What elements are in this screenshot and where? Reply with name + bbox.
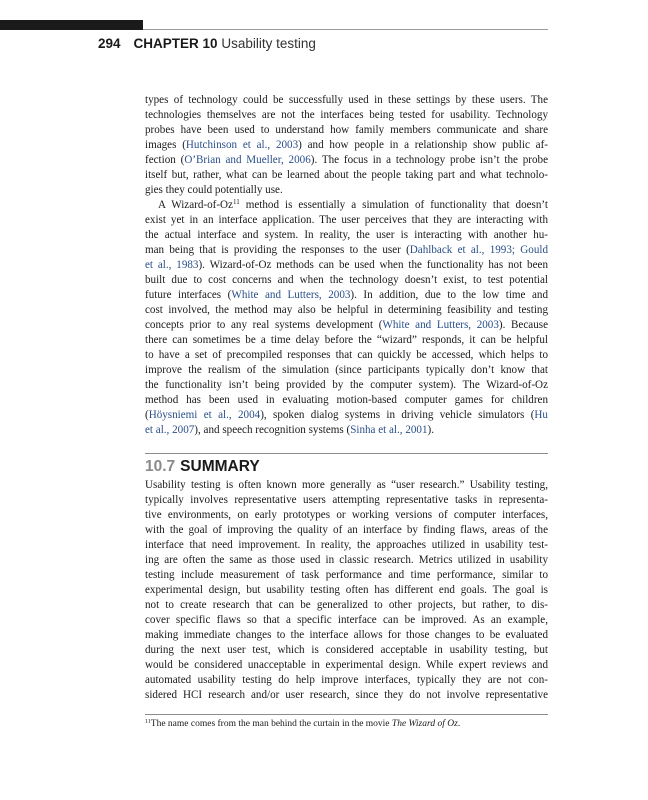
text-run: during the next user test, which is considered acceptable in usability testing, but (145, 644, 548, 656)
text-line (145, 598, 548, 613)
text-run: probes have been used to understand how family members communicate and share (145, 124, 548, 136)
footnote-end: . (457, 719, 461, 729)
header-rule (143, 29, 548, 30)
section-heading (145, 458, 260, 476)
citation-link[interactable]: Höysniemi et al., 2004 (148, 409, 261, 421)
text-run: ing are often the same as those used in classic research. Metrics utilized in usability (145, 554, 548, 566)
text-line (145, 568, 548, 583)
text-line (145, 153, 548, 168)
text-run: tive environments, on early prototypes or working versions of computer interfaces, (145, 509, 548, 521)
citation-link[interactable]: et al., 2007 (145, 424, 195, 436)
text-line (145, 363, 548, 378)
text-run: ), and speech recognition systems ( (194, 424, 351, 436)
text-run: experimental design, but usability testing often has different end goals. The goal is (145, 584, 548, 596)
text-line (145, 213, 548, 228)
running-head (98, 36, 316, 52)
text-line (145, 688, 548, 703)
text-line (145, 93, 548, 108)
text-line (145, 613, 548, 628)
footnote-rule (145, 714, 548, 715)
text-run: ) and how people in a relationship show public af- (298, 139, 548, 151)
text-line (145, 658, 548, 673)
text-run: A Wizard-of-Oz (158, 199, 233, 211)
text-line (145, 228, 548, 243)
text-line (145, 478, 548, 493)
chapter-title: Usability testing (221, 36, 316, 51)
text-run: gies they could potentially use. (145, 184, 283, 196)
text-run: method is essentially a simulation of functionality that doesn’t (239, 199, 548, 211)
text-line (145, 523, 548, 538)
citation-link[interactable]: Hutchinson et al., 2003 (185, 139, 299, 151)
text-line (145, 288, 548, 303)
text-line (145, 138, 548, 153)
text-run: ). The focus in a technology probe isn’t the probe (310, 154, 548, 166)
text-run: to have a set of precompiled responses that can quickly be accessed, which helps to (145, 349, 548, 361)
text-run: itself but, rather, what can be learned about the people taking part and what technolo- (145, 169, 548, 181)
chapter-label: CHAPTER 10 (133, 36, 218, 51)
text-line (145, 508, 548, 523)
text-line (145, 318, 548, 333)
text-line (145, 393, 548, 408)
header-bar (0, 20, 143, 30)
text-run: testing include measurement of task performance and time performance, similar to (145, 569, 548, 581)
text-run: Usability testing is often known more generally as “user research.” Usability testing, (145, 479, 548, 491)
text-line (145, 168, 548, 183)
text-run: ( (145, 409, 149, 421)
text-run: ). (427, 424, 434, 436)
text-line (145, 673, 548, 688)
text-line (145, 423, 548, 438)
citation-link[interactable]: et al., 1983 (145, 259, 199, 271)
text-run: man being that is providing the responses to the user ( (145, 244, 410, 256)
text-run: future interfaces ( (145, 289, 232, 301)
citation-link[interactable]: O’Brian and Mueller, 2006 (184, 154, 311, 166)
text-line (145, 493, 548, 508)
section-title: SUMMARY (180, 458, 260, 475)
text-run: images ( (145, 139, 186, 151)
text-line (145, 538, 548, 553)
text-run: making immediate changes to the interface allows for those changes to be evaluated (145, 629, 548, 641)
text-run: cover specific flaws so that a specific interface can be improved. As an example, (145, 614, 548, 626)
citation-link[interactable]: White and Lutters, 2003 (231, 289, 351, 301)
text-line (145, 243, 548, 258)
text-run: the actual interface and system. In reality, the user is interacting with another hu- (145, 229, 548, 241)
text-run: ). In addition, due to the low time and (350, 289, 548, 301)
citation-link[interactable]: Hu (534, 409, 548, 421)
text-run: ), spoken dialog systems in driving vehicle simulators ( (260, 409, 535, 421)
text-run: typically involves representative users attempting representative tasks in representa- (145, 494, 548, 506)
page-number: 294 (98, 36, 121, 51)
text-run: concepts prior to any real systems development ( (145, 319, 383, 331)
text-line (145, 378, 548, 393)
footnote-text: The name comes from the man behind the curtain in the movie (150, 719, 392, 729)
section-rule (145, 453, 548, 454)
text-run: the functionality isn’t being provided by the computer system). The Wizard-of-Oz (145, 379, 548, 391)
text-run: would be considered unacceptable in experimental design. While expert reviews and (145, 659, 548, 671)
text-run: with the goal of improving the quality of an interface by finding flaws, areas of the (145, 524, 548, 536)
text-run: ). Because (498, 319, 548, 331)
citation-link[interactable]: Dahlback et al., 1993; Gould (409, 244, 548, 256)
text-line (145, 583, 548, 598)
text-run: automated usability testing do help improve interfaces, typically they are not con- (145, 674, 548, 686)
text-line (145, 348, 548, 363)
text-line (145, 553, 548, 568)
text-run: improve the realism of the simulation (since participants typically don’t know that (145, 364, 548, 376)
text-run: there can sometimes be a time delay before the “wizard” responds, it can be helpful (145, 334, 548, 346)
text-line (145, 273, 548, 288)
footnote-ref: 11 (232, 198, 240, 206)
text-run: method has been used in evaluating motion-based computer games for children (145, 394, 548, 406)
footnote-marker: 11 (145, 719, 151, 725)
citation-link[interactable]: Sinha et al., 2001 (350, 424, 428, 436)
text-run: technologies themselves are not the interfaces being tested for usability. Technology (145, 109, 548, 121)
text-run: exist yet in an interface application. The user perceives that they are interacting with (145, 214, 548, 226)
text-line (145, 258, 548, 273)
text-line (145, 183, 548, 198)
text-line (145, 408, 548, 423)
citation-link[interactable]: White and Lutters, 2003 (382, 319, 499, 331)
section-number: 10.7 (145, 458, 176, 475)
text-line (145, 643, 548, 658)
text-run: interface that need improvement. In reality, the approaches utilized in usability test- (145, 539, 548, 551)
text-run: not to create research that can be generalized to other projects, but rather, to dis- (145, 599, 548, 611)
text-run: ). Wizard-of-Oz methods can be used when the functionality has not been (198, 259, 548, 271)
text-line (145, 108, 548, 123)
text-line (145, 333, 548, 348)
footnote-movie-title: The Wizard of Oz (391, 719, 458, 729)
text-line (145, 303, 548, 318)
text-line (145, 628, 548, 643)
text-run: cost involved, the method may also be helpful in determining feasibility and testing (145, 304, 548, 316)
text-line (145, 123, 548, 138)
text-run: built due to cost concerns and when the technology doesn’t exist, to test potential (145, 274, 548, 286)
text-line (145, 198, 548, 213)
text-run: types of technology could be successfully used in these settings by these users. The (145, 94, 548, 106)
footnote (145, 718, 548, 731)
text-run: fection ( (145, 154, 185, 166)
text-run: sidered HCI research and/or user research, since they do not involve representative (145, 689, 548, 701)
